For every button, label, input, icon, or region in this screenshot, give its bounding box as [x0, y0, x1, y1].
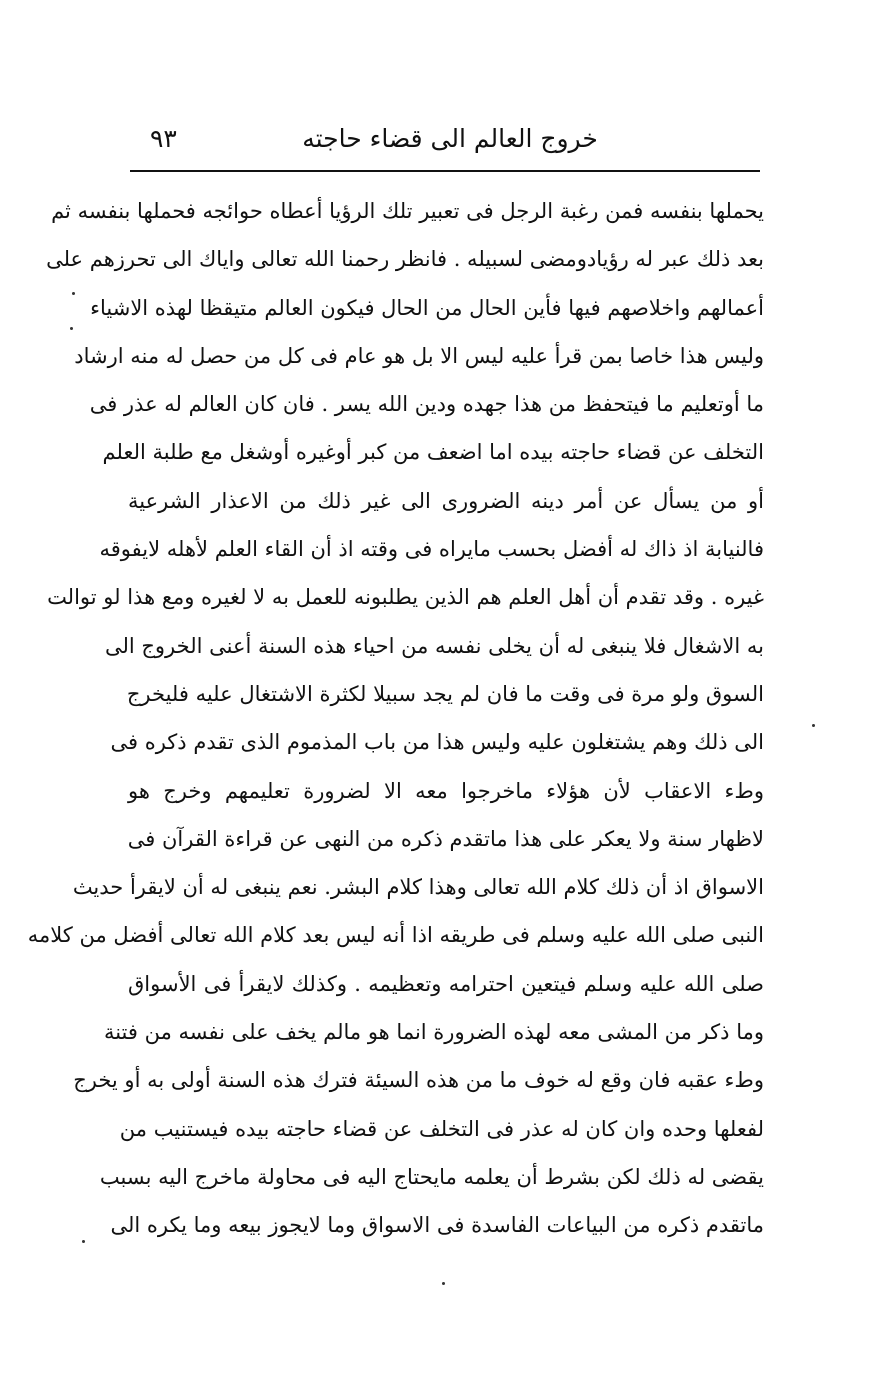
text-line: التخلف عن قضاء حاجته بيده اما اضعف من كبر أوغيره أوشغل مع طلبة العلم	[102, 440, 764, 465]
text-line: يقضى له ذلك لكن بشرط أن يعلمه مايحتاج اليه فى محاولة ماخرج اليه بسبب	[99, 1164, 764, 1189]
text-line: أو من يسأل عن أمر دينه الضرورى الى غير ذلك من الاعذار الشرعية	[128, 488, 764, 513]
text-line: أعمالهم واخلاصهم فيها فأين الحال من الحال فيكون العالم متيقظا لهذه الاشياء	[90, 295, 764, 320]
body-text	[27, 187, 764, 1250]
text-line: ماتقدم ذكره من البياعات الفاسدة فى الاسواق وما لايجوز بيعه وما يكره الى	[110, 1213, 764, 1238]
text-line: صلى الله عليه وسلم فيتعين احترامه وتعظيمه . وكذلك لايقرأ فى الأسواق	[128, 971, 764, 996]
scan-speck	[442, 1282, 445, 1285]
running-header-title: خروج العالم الى قضاء حاجته	[302, 124, 598, 153]
scan-speck	[70, 327, 73, 330]
text-line: وليس هذا خاصا بمن قرأ عليه ليس الا بل هو عام فى كل من حصل له منه ارشاد	[74, 343, 764, 368]
text-line: فالنيابة اذ ذاك له أفضل بحسب مايراه فى وقته اذ أن القاء العلم لأهله لايفوقه	[99, 537, 764, 562]
page-number: ٩٣	[150, 124, 177, 153]
text-line: السوق ولو مرة فى وقت ما فان لم يجد سبيلا لكثرة الاشتغال عليه فليخرج	[126, 681, 764, 706]
text-line: غيره . وقد تقدم أن أهل العلم هم الذين يطلبونه للعمل به لا لغيره ومع هذا لو توالت	[47, 585, 764, 610]
text-line: يحملها بنفسه فمن رغبة الرجل فى تعبير تلك الرؤيا أعطاه حوائجه فحملها بنفسه ثم	[51, 199, 764, 223]
header-divider	[130, 170, 760, 172]
text-line: ما أوتعليم ما فيتحفظ من هذا جهده ودين الله يسر . فان كان العالم له عذر فى	[89, 392, 764, 417]
text-line: وطء الاعقاب لأن هؤلاء ماخرجوا معه الا لضرورة تعليمهم وخرج هو	[128, 778, 764, 803]
text-line: الاسواق اذ أن ذلك كلام الله تعالى وهذا كلام البشر. نعم ينبغى له أن لايقرأ حديث	[72, 875, 764, 900]
text-line: وما ذكر من المشى معه لهذه الضرورة انما هو مالم يخف على نفسه من فتنة	[103, 1020, 764, 1045]
text-line: الى ذلك وهم يشتغلون عليه وليس هذا من باب المذموم الذى تقدم ذكره فى	[110, 730, 764, 755]
text-line: النبى صلى الله عليه وسلم فى طريقه اذا أنه ليس بعد كلام الله تعالى أفضل من كلامه	[27, 923, 764, 948]
scan-speck	[82, 1240, 85, 1243]
text-line: به الاشغال فلا ينبغى له أن يخلى نفسه من احياء هذه السنة أعنى الخروج الى	[104, 633, 764, 658]
text-line: بعد ذلك عبر له رؤيادومضى لسبيله . فانظر رحمنا الله تعالى واياك الى تحرزهم على	[46, 247, 764, 272]
scan-speck	[72, 292, 75, 295]
scan-speck	[812, 724, 815, 727]
text-line: وطء عقبه فان وقع له خوف ما من هذه السيئة فترك هذه السنة أولى به أو يخرج	[73, 1068, 764, 1093]
text-line: لاظهار سنة ولا يعكر على هذا ماتقدم ذكره من النهى عن قراءة القرآن فى	[127, 826, 764, 851]
text-line: لفعلها وحده وان كان له عذر فى التخلف عن قضاء حاجته بيده فيستنيب من	[119, 1116, 764, 1141]
